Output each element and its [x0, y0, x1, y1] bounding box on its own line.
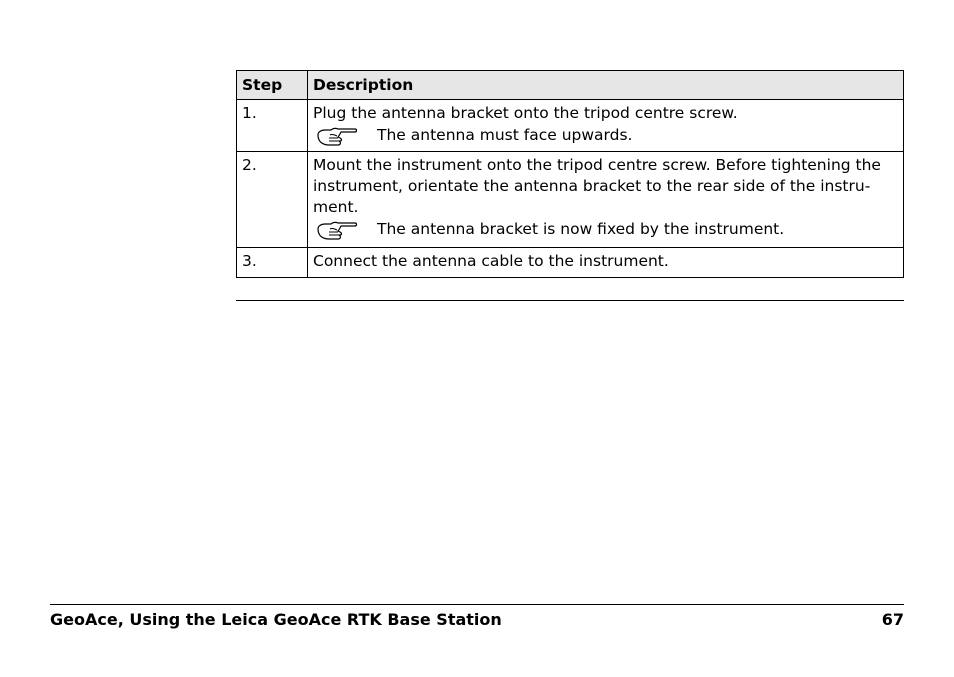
step-description-cell [308, 248, 904, 278]
note-text: The antenna must face upwards. [377, 126, 633, 144]
page-number: 67 [881, 610, 904, 629]
step-number: 2. [237, 152, 308, 248]
table-row [237, 152, 904, 248]
step-description: Plug the antenna bracket onto the tripod centre screw. [313, 104, 738, 122]
step-number: 3. [237, 248, 308, 278]
step-number: 1. [237, 100, 308, 152]
step-description: Mount the instrument onto the tripod centre screw. Before tightening the instrument, orientate the antenna bracket to the rear side of the instru-ment. [313, 156, 881, 216]
table-row [237, 248, 904, 278]
pointing-hand-icon [316, 220, 358, 242]
footer-divider [50, 604, 904, 605]
note-text: The antenna bracket is now fixed by the instrument. [377, 220, 785, 238]
table-row [237, 100, 904, 152]
step-note [313, 125, 898, 146]
header-description: Description [308, 71, 904, 100]
header-step: Step [237, 71, 308, 100]
pointing-hand-icon [316, 126, 358, 148]
step-description-cell [308, 100, 904, 152]
step-description-cell [308, 152, 904, 248]
step-description: Connect the antenna cable to the instrument. [313, 252, 669, 270]
step-note [313, 219, 898, 240]
section-divider [236, 300, 904, 301]
footer-title: GeoAce, Using the Leica GeoAce RTK Base Station [50, 610, 502, 629]
table-header-row [237, 71, 904, 100]
steps-table [236, 70, 904, 278]
